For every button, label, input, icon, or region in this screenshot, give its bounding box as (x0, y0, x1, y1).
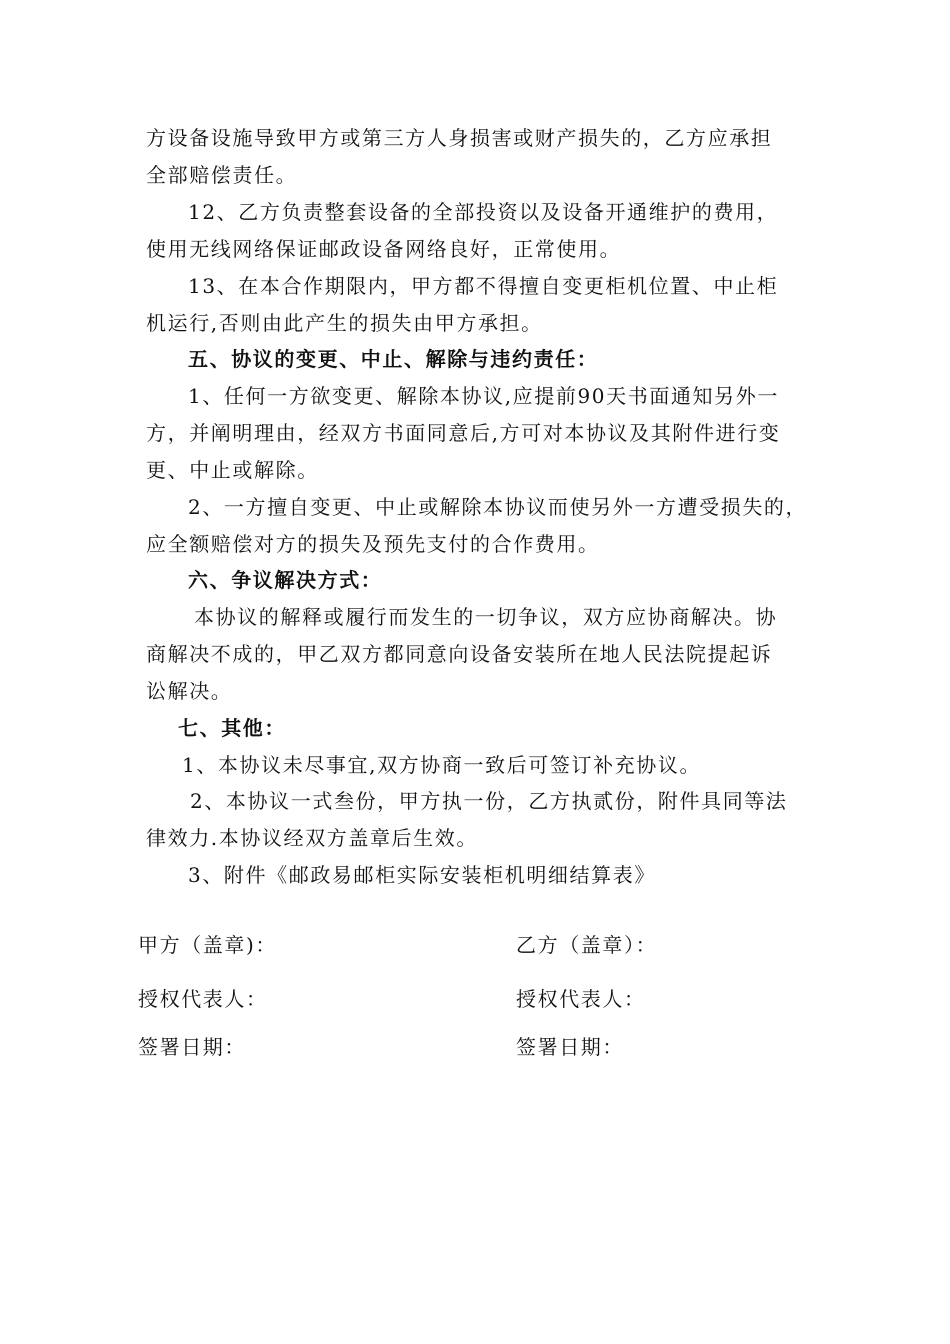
body-line: 使用无线网络保证邮政设备网络良好，正常使用。 (146, 237, 622, 261)
clause-7-3: 3、附件《邮政易邮柜实际安装柜机明细结算表》 (188, 863, 656, 887)
clause-13: 13、在本合作期限内，甲方都不得擅自变更柜机位置、中止柜 (188, 274, 779, 298)
body-line: 讼解决。 (146, 679, 233, 703)
clause-5-2: 2、一方擅自变更、中止或解除本协议而使另外一方遭受损失的， (188, 495, 808, 519)
section-heading-7: 七、其他： (178, 716, 286, 740)
body-line: 方设备设施导致甲方或第三方人身损害或财产损失的，乙方应承担 (146, 126, 773, 150)
clause-12: 12、乙方负责整套设备的全部投资以及设备开通维护的费用， (188, 200, 779, 224)
body-line: 更、中止或解除。 (146, 458, 319, 482)
party-a-date-label: 签署日期： (138, 1035, 246, 1059)
clause-7-1: 1、本协议未尽事宜,双方协商一致后可签订补充协议。 (182, 753, 702, 777)
body-line: 律效力.本协议经双方盖章后生效。 (146, 826, 478, 850)
clause-6: 本协议的解释或履行而发生的一切争议，双方应协商解决。协 (194, 605, 778, 629)
section-heading-5: 五、协议的变更、中止、解除与违约责任： (188, 347, 599, 371)
body-line: 方，并阐明理由，经双方书面同意后,方可对本协议及其附件进行变 (146, 421, 781, 445)
body-line: 机运行,否则由此产生的损失由甲方承担。 (146, 311, 543, 335)
party-b-seal-label: 乙方（盖章）： (516, 933, 658, 957)
party-a-seal-label: 甲方（盖章)： (138, 933, 278, 957)
clause-7-2: 2、本协议一式叁份，甲方执一份，乙方执贰份，附件具同等法 (190, 789, 788, 813)
body-line: 全部赔偿责任。 (146, 163, 298, 187)
section-heading-6: 六、争议解决方式： (188, 568, 383, 592)
body-line: 应全额赔偿对方的损失及预先支付的合作费用。 (146, 532, 600, 556)
party-b-representative-label: 授权代表人： (516, 987, 646, 1011)
body-line: 商解决不成的，甲乙双方都同意向设备安装所在地人民法院提起诉 (146, 642, 773, 666)
party-a-representative-label: 授权代表人： (138, 987, 268, 1011)
clause-5-1: 1、任何一方欲变更、解除本协议,应提前90天书面通知另外一 (188, 384, 779, 408)
party-b-date-label: 签署日期： (516, 1035, 624, 1059)
